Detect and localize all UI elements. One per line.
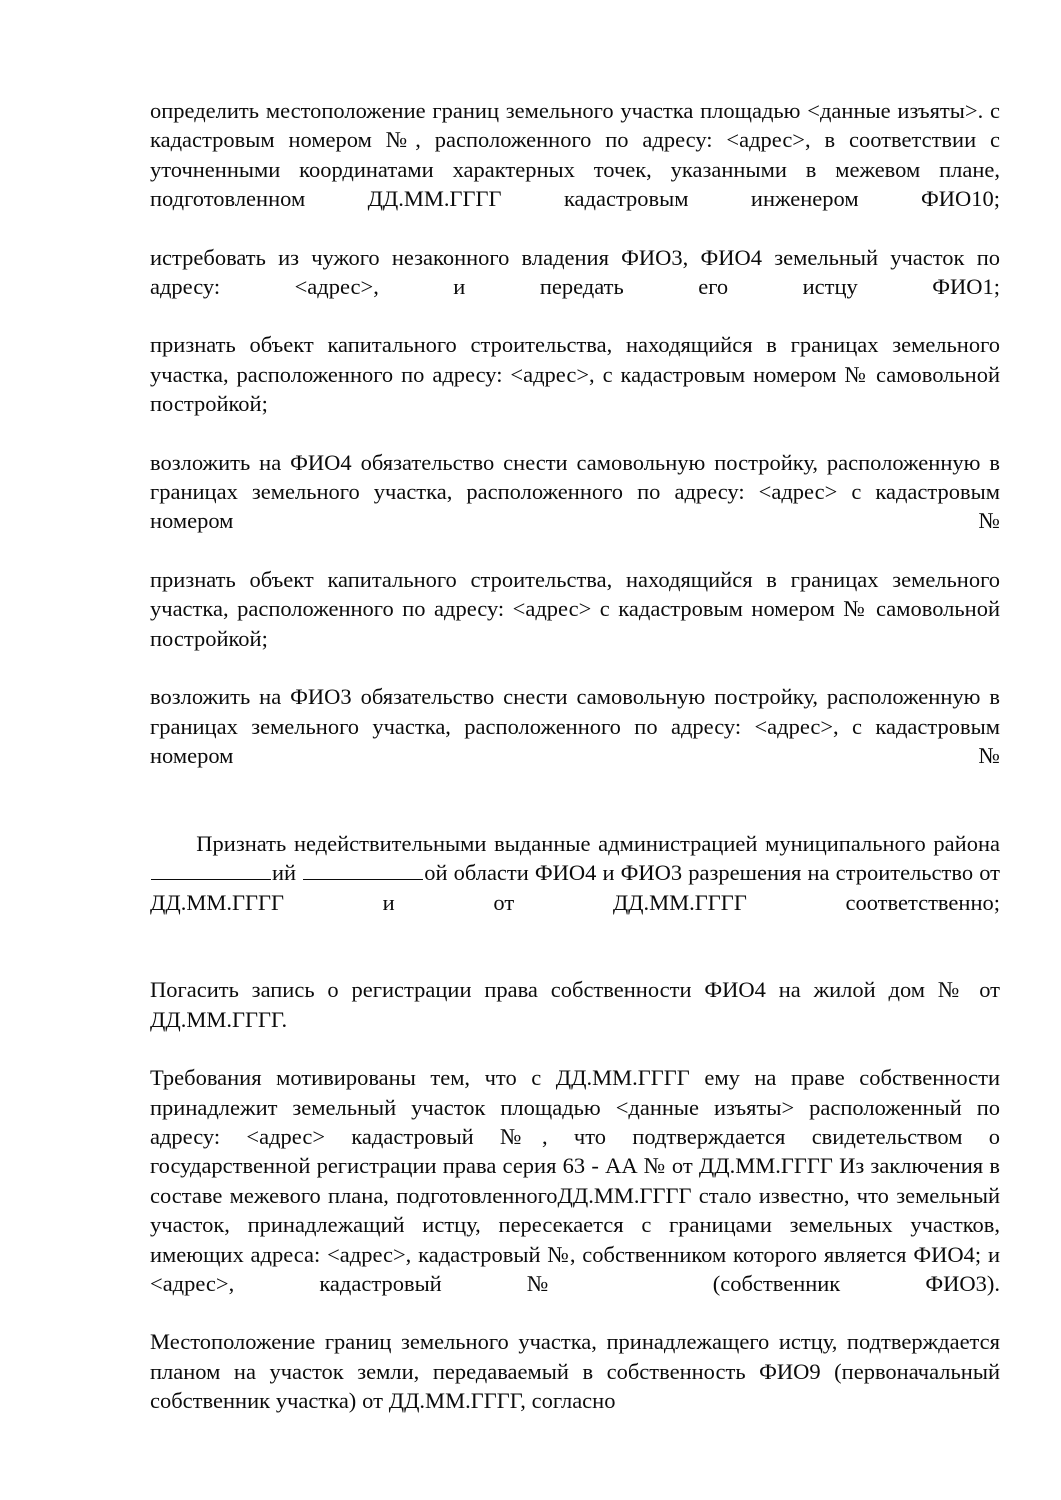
fill-in-blank-region — [303, 861, 423, 880]
paragraph-priznat-nedeystvitelnymi — [150, 799, 1006, 946]
paragraph-pogasit: Погасить запись о регистрации права собственности ФИО4 на жилой дом № от ДД.ММ.ГГГГ. — [150, 977, 1006, 1032]
paragraph-vozlozhit-fio3: возложить на ФИО3 обязательство снести самовольную постройку, расположенную в границах земельного участка, расположенного по адресу: <адрес>, с кадастровым номером № — [150, 684, 1006, 768]
segment-text-2: ий — [272, 860, 303, 886]
paragraph-priznat-obekt-1: признать объект капитального строительства, находящийся в границах земельного участка, расположенного по адресу: <адрес>, с кадастровым номером № самовольной постройкой; — [150, 332, 1006, 417]
paragraph-trebovaniya-motivirovany: Требования мотивированы тем, что с ДД.ММ.ГГГГ ему на праве собственности принадлежит земельный участок площадью <данные изъяты> расположенный по адресу: <адрес> кадастровый №, что подтверждается свидетельством о государственной регистрации права серия 63 - АА № от ДД.ММ.ГГГГ Из заключения в составе межевого плана, подготовленногоДД.ММ.ГГГГ стало известно, что земельный участок, принадлежащий истцу, пересекается с границами земельных участков, имеющих адреса: <адрес>, кадастровый №, собственником которого является ФИО4; и <адрес>, кадастровый № (собственник ФИО3). — [150, 1065, 1006, 1296]
segment-text-1: Признать недействительными выданные администрацией муниципального района — [196, 830, 1006, 856]
paragraph-vozlozhit-fio4: возложить на ФИО4 обязательство снести самовольную постройку, расположенную в границах земельного участка, расположенного по адресу: <адрес> с кадастровым номером № — [150, 449, 1006, 534]
paragraph-mestopolozhenie: Местоположение границ земельного участка, принадлежащего истцу, подтверждается планом на участок земли, передаваемый в собственность ФИО9 (первоначальный собственник участка) от ДД.ММ.ГГГГ, согласно — [150, 1329, 1006, 1414]
paragraph-priznat-obekt-2: признать объект капитального строительства, находящийся в границах земельного участка, расположенного по адресу: <адрес> с кадастровым номером № самовольной постройкой; — [150, 566, 1006, 651]
paragraph-opredelit: определить местоположение границ земельного участка площадью <данные изъяты>. с кадастровым номером №, расположенного по адресу: <адрес>, в соответствии с уточненными координатами характерных точек, указанными в межевом плане, подготовленном ДД.ММ.ГГГГ кадастровым инженером ФИО10; — [150, 98, 1006, 212]
paragraph-istrebovat: истребовать из чужого незаконного владения ФИО3, ФИО4 земельный участок по адресу: <адрес>, и передать его истцу ФИО1; — [150, 244, 1006, 300]
document-text-column — [150, 96, 1006, 1416]
segment-text-3: ой области ФИО4 и ФИО3 разрешения на строительство от ДД.ММ.ГГГГ и от ДД.ММ.ГГГГ соответственно; — [150, 860, 1006, 915]
fill-in-blank-district — [151, 861, 271, 880]
